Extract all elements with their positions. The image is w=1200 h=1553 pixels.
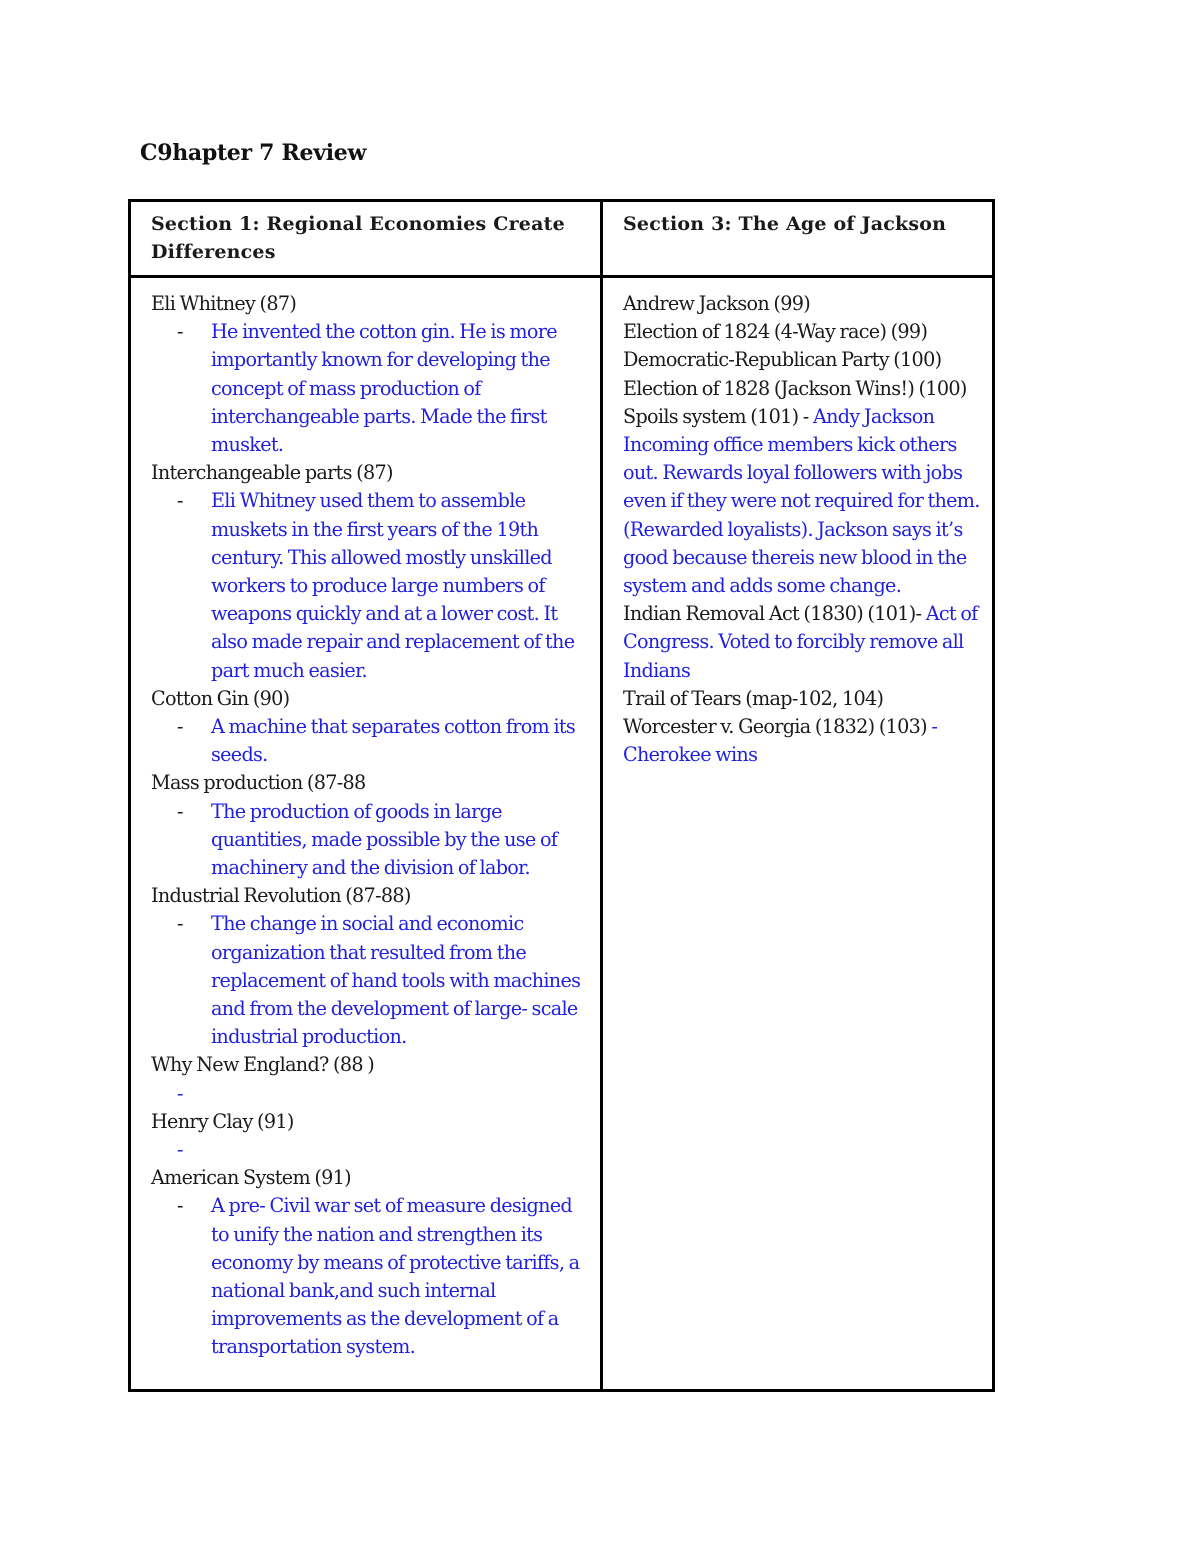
term-entry [151,1051,592,1107]
definition-item [151,798,592,883]
term-label: Indian Removal Act (1830) (101)- [623,602,926,626]
term-entry [151,1108,592,1164]
section-1-cell [130,277,602,1391]
definition-text: A pre- Civil war set of measure designed to unify the nation and strengthen its economy by means of protective tariffs, a national bank,and such internal improvements as the development of a transportation system. [211,1194,580,1359]
bullet-dash: - [177,1138,183,1162]
definition-text: Eli Whitney used them to assemble muskets in the first years of the 19th century. This allowed mostly unskilled workers to produce large numbers of weapons quickly and at a lower cost. It also made repair and replacement of the part much easier. [211,489,575,682]
term-label: Interchangeable parts (87) [151,461,393,485]
term-label: Worcester v. Georgia (1832) (103) [623,715,932,739]
term-entry [151,882,592,1051]
section-1-header: Section 1: Regional Economies Create Differences [130,201,602,277]
term-entry [623,713,984,769]
term-entry [151,290,592,459]
bullet-dash: - [177,1081,183,1105]
term-note: Act of Congress. Voted to forcibly remove all Indians [623,602,978,682]
section-3-cell [602,277,994,1391]
definition-text: The change in social and economic organization that resulted from the replacement of hand tools with machines and from the development of large- scale industrial production. [211,912,581,1049]
term-label: American System (91) [151,1166,351,1190]
definition-text: He invented the cotton gin. He is more importantly known for developing the concept of mass production of interchangeable parts. Made the first musket. [211,320,557,457]
term-label: Eli Whitney (87) [151,292,297,315]
definition-text: The production of goods in large quantities, made possible by the use of machinery and the division of labor. [211,799,558,880]
bullet-dash: - [177,320,183,344]
definition-item [151,713,592,769]
definition-item [151,1192,592,1361]
term-entry [151,1164,592,1361]
definition-item [151,318,592,459]
term-note: - Cherokee wins [623,715,938,767]
bullet-dash: - [177,912,183,936]
term-label: Industrial Revolution (87-88) [151,884,411,908]
term-entry [623,403,984,600]
term-entry [623,600,984,685]
definition-text: A machine that separates cotton from its seeds. [211,715,576,767]
section-3-header: Section 3: The Age of Jackson [602,201,994,277]
bullet-dash: - [177,489,183,513]
bullet-dash: - [177,1194,183,1218]
term-label: Election of 1824 (4-Way race) (99) [623,320,928,344]
term-label: Democratic-Republican Party (100) [623,348,942,372]
review-table [128,199,995,1392]
term-note: Andy Jackson Incoming office members kick others out. Rewards loyal followers with jobs even if they were not required for them. (Rewarded loyalists). Jackson says it’s good because thereis new blood in the system and adds some change. [623,404,980,598]
definition-item [151,487,592,684]
table-header-row [130,201,994,277]
term-label: Andrew Jackson (99) [623,292,810,315]
term-entry [151,685,592,770]
term-label: Election of 1828 (Jackson Wins!) (100) [623,376,967,400]
term-label: Trail of Tears (map-102, 104) [623,686,884,710]
term-entry [151,459,592,685]
term-label: Mass production (87-88 [151,771,366,795]
term-label: Spoils system (101) - [623,404,813,428]
term-entry [151,769,592,882]
term-label: Why New England? (88 ) [151,1053,375,1077]
bullet-dash: - [177,715,183,739]
bullet-dash: - [177,799,183,823]
term-label: Cotton Gin (90) [151,686,290,710]
table-body-row [130,277,994,1391]
definition-item [151,910,592,1051]
term-label: Henry Clay (91) [151,1109,294,1133]
document-title: C9hapter 7 Review [140,140,367,166]
